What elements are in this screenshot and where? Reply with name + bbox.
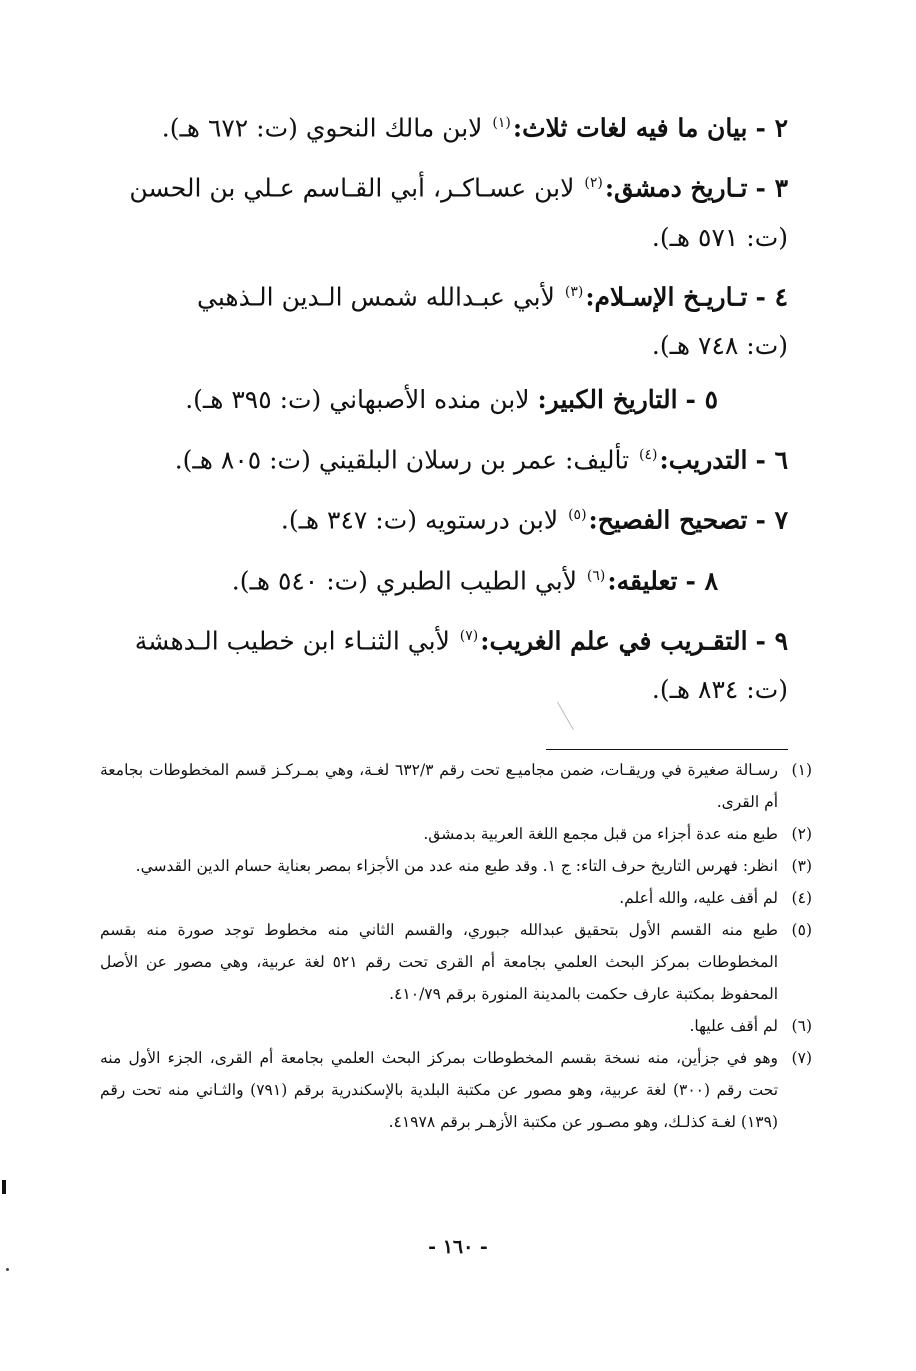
entry-title: تعليقه:	[607, 565, 678, 595]
footnote-text: طبع منه القسم الأول بتحقيق عبدالله جبوري، والقسم الثاني منه مخطوط توجد صورة منه بقسم المخطوطات بمركز البحث العلمي بجامعة أم القرى تحت رقم ٥٢١ لغة عربية، وهي مصور عن الأصل المحفوظ بمكتبة عارف حكمت بالمدينة المنورة برقم ٤١٠/٧٩.	[100, 921, 778, 1003]
entry-author: لأبي الثنـاء ابن خطيب الـدهشة	[134, 626, 450, 656]
entry-date: (ت: ٨٣٤ هـ).	[651, 675, 788, 705]
footnote-ref: (٥)	[568, 507, 587, 524]
footnote-number: (٢)	[791, 825, 812, 843]
entry-7	[100, 490, 788, 545]
entry-title: بيان ما فيه لغات ثلاث:	[512, 113, 748, 143]
entry-author: لابن درستويه	[424, 505, 559, 535]
footnote-text: لم أقف عليها.	[689, 1017, 778, 1035]
footnote-ref: (٣)	[564, 283, 584, 300]
footnote-text: لم أقف عليه، والله أعلم.	[619, 889, 778, 907]
footnote-text: انظر: فهرس التاريخ حرف التاء: ج ١. وقد طبع منه عدد من الأجزاء بمصر بعناية حسام الدين القدسي.	[135, 857, 778, 875]
scan-dot	[6, 1268, 9, 1271]
footnote-separator	[546, 749, 788, 750]
entry-date: (ت: ٦٧٢ هـ).	[161, 113, 298, 143]
footnote-ref: (٢)	[584, 175, 603, 192]
entry-title: التقـريب في علم الغريب:	[480, 626, 748, 656]
entry-author: تأليف: عمر بن رسلان البلقيني	[318, 445, 630, 475]
footnote	[100, 818, 812, 850]
footnote-number: (٣)	[791, 857, 812, 875]
footnote-number: (٧)	[791, 1049, 812, 1067]
footnote-number: (٥)	[791, 921, 812, 939]
footnote	[100, 882, 812, 914]
entry-number: ٤ -	[755, 281, 788, 311]
entry-number: ٩ -	[755, 626, 788, 656]
footnote-text: وهو في جزأين، منه نسخة بقسم المخطوطات بمركز البحث العلمي بجامعة أم القرى، الجزء الأول منه تحت رقم (٣٠٠) لغة عربية، وهو مصور عن مكتبة البلدية بالإسكندرية برقم (٧٩١) والثـاني منه تحت رقم (١٣٩) لغـة كذلـك، وهو مصـور عن مكتبة الأزهـر برقم ٤١٩٧٨.	[100, 1049, 779, 1131]
entry-title: تـاريخ دمشق:	[604, 173, 748, 203]
footnote-ref: (٧)	[459, 627, 479, 644]
entries-list	[100, 98, 788, 719]
entry-4	[100, 267, 788, 370]
entry-date: (ت: ٥٧١ هـ).	[651, 222, 788, 252]
entry-author: لأبي الطيب الطبري	[375, 565, 577, 595]
entry-9	[100, 611, 788, 714]
entry-date: (ت: ٣٩٥ هـ).	[185, 384, 322, 414]
footnote-ref: (١)	[492, 115, 511, 131]
footnote	[100, 1010, 812, 1042]
entry-author: لابن منده الأصبهاني	[329, 384, 530, 414]
entry-date: (ت: ٨٠٥ هـ).	[174, 445, 311, 475]
entry-title: تصحيح الفصيح:	[588, 505, 748, 535]
entry-author: لأبي عبـدالله شمس الـدين الـذهبي	[197, 281, 555, 311]
entry-number: ٥ -	[685, 384, 718, 414]
entry-number: ٨ -	[685, 565, 718, 595]
footnote-number: (٦)	[791, 1017, 812, 1035]
footnote	[100, 914, 812, 1010]
entry-title: التاريخ الكبير:	[537, 384, 678, 414]
entry-6	[100, 430, 788, 485]
footnote-text: طبع منه عدة أجزاء من قبل مجمع اللغة العربية بدمشق.	[423, 825, 778, 843]
entry-number: ٣ -	[755, 173, 788, 203]
footnote-number: (٤)	[791, 889, 812, 907]
entry-title: تـاريـخ الإسـلام:	[585, 281, 748, 311]
footnote-ref: (٦)	[586, 567, 606, 584]
footnote	[100, 754, 812, 818]
entry-date: (ت: ٧٤٨ هـ).	[651, 330, 788, 360]
entry-author: لابن عسـاكـر، أبي القـاسم عـلي بن الحسن	[129, 173, 575, 203]
footnote-text: رسـالة صغيرة في وريقـات، ضمن مجاميـع تحت رقم ٦٣٢/٣ لغـة، وهي بمـركـز قسم المخطوطات بجامعة أم القرى.	[100, 761, 778, 811]
footnotes	[100, 754, 812, 1138]
footnote-ref: (٤)	[639, 446, 658, 463]
entry-2	[100, 98, 788, 153]
entry-author: لابن مالك النحوي	[305, 113, 483, 143]
page-number: - ١٦٠ -	[428, 1236, 488, 1258]
entry-5	[100, 375, 788, 425]
entry-number: ٢ -	[755, 113, 788, 143]
entry-number: ٧ -	[755, 505, 788, 535]
footnote	[100, 1042, 812, 1138]
scan-edge-mark	[2, 1180, 6, 1194]
entry-8	[100, 551, 788, 606]
footnote-number: (١)	[791, 761, 812, 779]
entry-3	[100, 158, 788, 261]
entry-title: التدريب:	[659, 445, 748, 475]
entry-date: (ت: ٥٤٠ هـ).	[231, 565, 368, 595]
footnote	[100, 850, 812, 882]
entry-number: ٦ -	[755, 445, 788, 475]
entry-date: (ت: ٣٤٧ هـ).	[280, 505, 417, 535]
